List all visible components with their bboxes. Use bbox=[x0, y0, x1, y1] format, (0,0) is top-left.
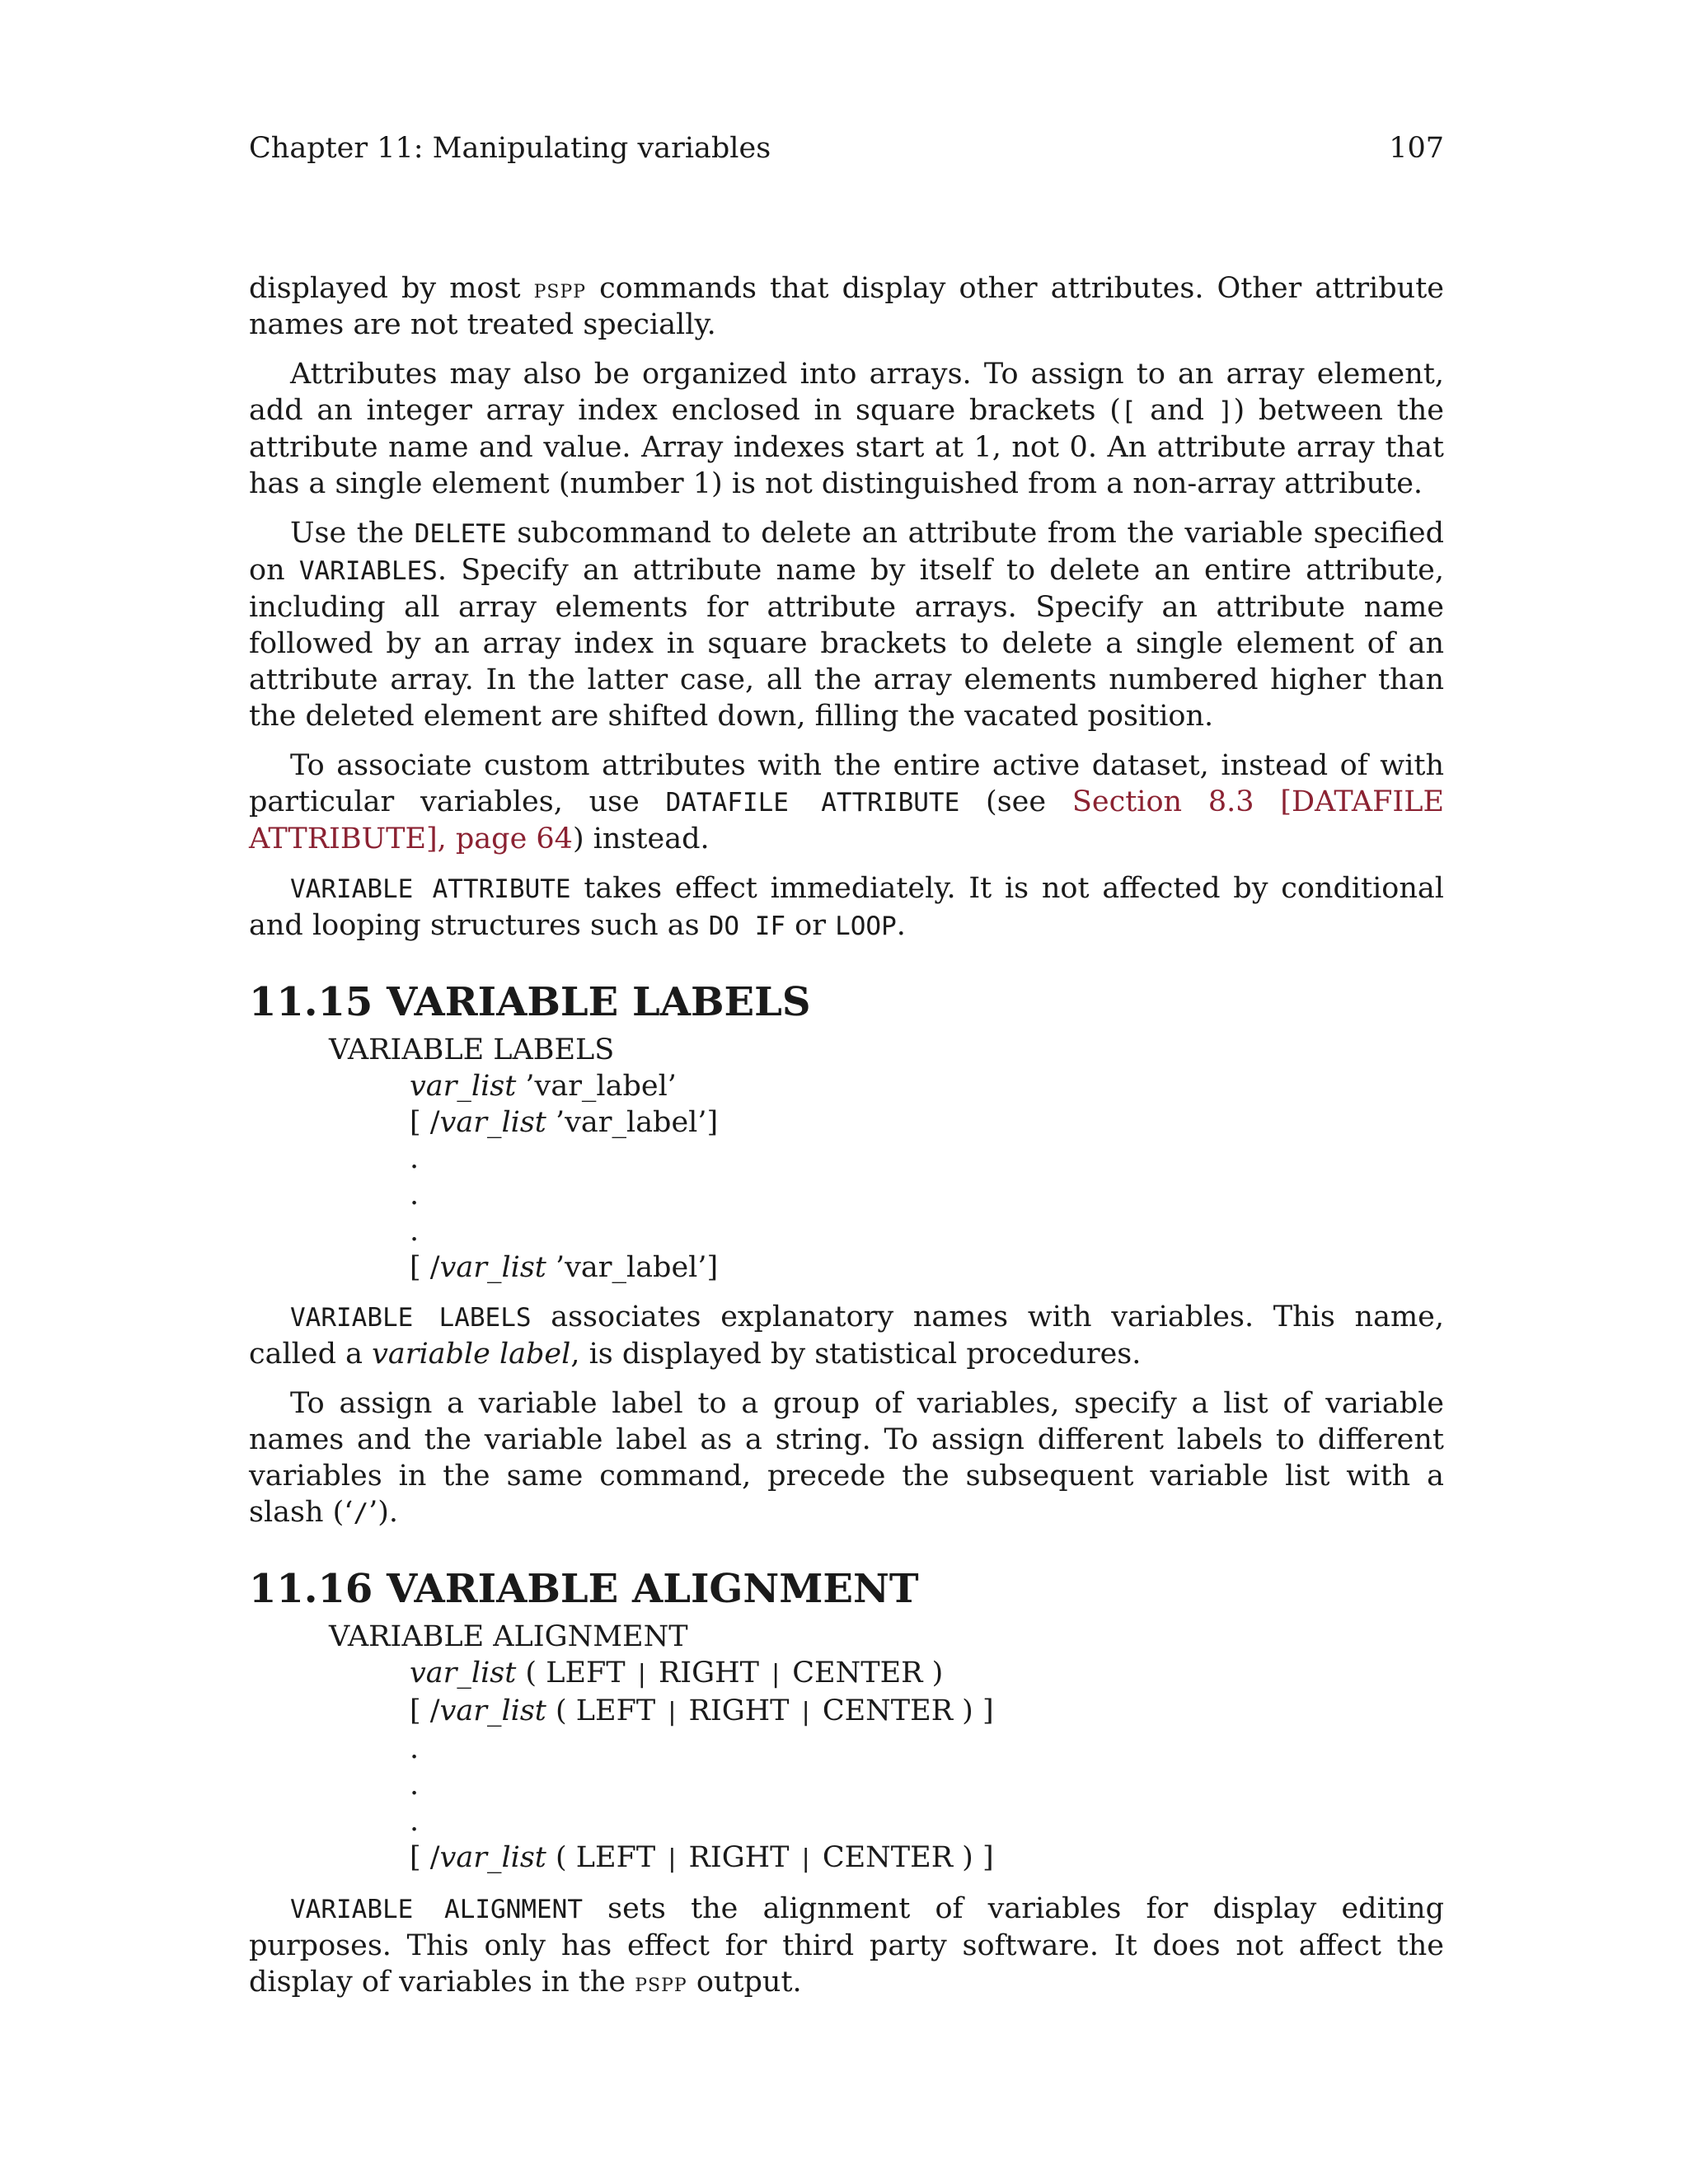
code-datafile-attribute: DATAFILE ATTRIBUTE bbox=[665, 788, 960, 818]
synopsis-ellipsis: . bbox=[410, 1179, 420, 1212]
code-variables: VARIABLES bbox=[298, 556, 438, 586]
emphasis-variable-label: variable label bbox=[372, 1338, 571, 1371]
synopsis-line: var_list ( LEFT | RIGHT | CENTER ) bbox=[410, 1657, 944, 1690]
page-number: 107 bbox=[1389, 132, 1444, 165]
pspp-name: pspp bbox=[533, 273, 587, 304]
code-open-bracket: [ bbox=[1120, 396, 1137, 426]
synopsis-ellipsis: . bbox=[410, 1215, 420, 1248]
paragraph-delete-subcommand: Use the DELETE subcommand to delete an attribute from the variable specified on VARIABLES. Specify an attribute name by itself to delete an entire attribute, including all array elements for attribute arrays. Specify an attribute name followed by an array index in square brackets to delete a single element of an attribute array. In the latter case, all the array elements numbered higher than the deleted element are shifted down, filling the vacated position. bbox=[249, 517, 1444, 733]
paragraph-datafile-attribute: To associate custom attributes with the entire active dataset, instead of with particular variables, use DATAFILE ATTRIBUTE (see Section 8.3 [DATAFILE ATTRIBUTE], page 64) instead. bbox=[249, 749, 1445, 855]
code-delete: DELETE bbox=[414, 519, 507, 549]
synopsis-command: VARIABLE LABELS bbox=[329, 1033, 615, 1066]
paragraph-takes-effect: VARIABLE ATTRIBUTE takes effect immediately. It is not affected by conditional and looping structures such as DO IF or LOOP. bbox=[249, 872, 1444, 942]
code-variable-labels: VARIABLE LABELS bbox=[290, 1303, 532, 1333]
synopsis-ellipsis: . bbox=[410, 1769, 420, 1802]
section-heading-variable-alignment: 11.16 VARIABLE ALIGNMENT bbox=[249, 1566, 919, 1612]
paragraph-attributes-display: displayed by most pspp commands that display other attributes. Other attribute names are not treated specially. bbox=[249, 272, 1444, 341]
synopsis-command: VARIABLE ALIGNMENT bbox=[329, 1620, 688, 1653]
paragraph-assign-label: To assign a variable label to a group of variables, specify a list of variable names and the variable label as a string. To assign different labels to different variables in the same command, precede the subsequent variable list with a slash (‘/’). bbox=[249, 1387, 1444, 1529]
paragraph-variable-labels-desc: VARIABLE LABELS associates explanatory names with variables. This name, called a variable label, is displayed by statistical procedures. bbox=[249, 1301, 1444, 1371]
synopsis-variable-labels bbox=[249, 1032, 1444, 1286]
synopsis-line: [ /var_list ( LEFT | RIGHT | CENTER ) ] bbox=[410, 1841, 994, 1874]
synopsis-line: [ /var_list ’var_label’] bbox=[410, 1251, 719, 1284]
code-variable-alignment: VARIABLE ALIGNMENT bbox=[290, 1895, 583, 1924]
section-heading-variable-labels: 11.15 VARIABLE LABELS bbox=[249, 979, 811, 1025]
pspp-name: pspp bbox=[635, 1966, 687, 1998]
code-do-if: DO IF bbox=[708, 912, 786, 941]
synopsis-ellipsis: . bbox=[410, 1732, 420, 1765]
synopsis-line: [ /var_list ( LEFT | RIGHT | CENTER ) ] bbox=[410, 1694, 994, 1727]
code-close-bracket: ] bbox=[1217, 396, 1234, 426]
synopsis-line: var_list ’var_label’ bbox=[410, 1070, 677, 1103]
synopsis-ellipsis: . bbox=[410, 1142, 420, 1175]
running-header bbox=[249, 130, 1444, 166]
synopsis-ellipsis: . bbox=[410, 1805, 420, 1838]
chapter-title: Chapter 11: Manipulating variables bbox=[249, 132, 771, 165]
code-variable-attribute: VARIABLE ATTRIBUTE bbox=[290, 874, 571, 904]
code-slash: / bbox=[353, 1498, 369, 1528]
synopsis-line: [ /var_list ’var_label’] bbox=[410, 1106, 719, 1139]
paragraph-attribute-arrays: Attributes may also be organized into arrays. To assign to an array element, add an integer array index enclosed in square brackets ([ and ]) between the attribute name and value. Array indexes start at 1, not 0. An attribute array that has a single element (number 1) is not distinguished from a non-array attribute. bbox=[249, 358, 1444, 500]
synopsis-variable-alignment bbox=[249, 1619, 1444, 1877]
paragraph-variable-alignment-desc: VARIABLE ALIGNMENT sets the alignment of variables for display editing purposes. This only has effect for third party software. It does not affect the display of variables in the pspp output. bbox=[249, 1892, 1444, 1999]
code-loop: LOOP bbox=[835, 912, 897, 941]
cross-reference-link[interactable]: Section 8.3 [DATAFILE ATTRIBUTE], page 64 bbox=[249, 785, 1445, 855]
page-body bbox=[249, 270, 1444, 2013]
